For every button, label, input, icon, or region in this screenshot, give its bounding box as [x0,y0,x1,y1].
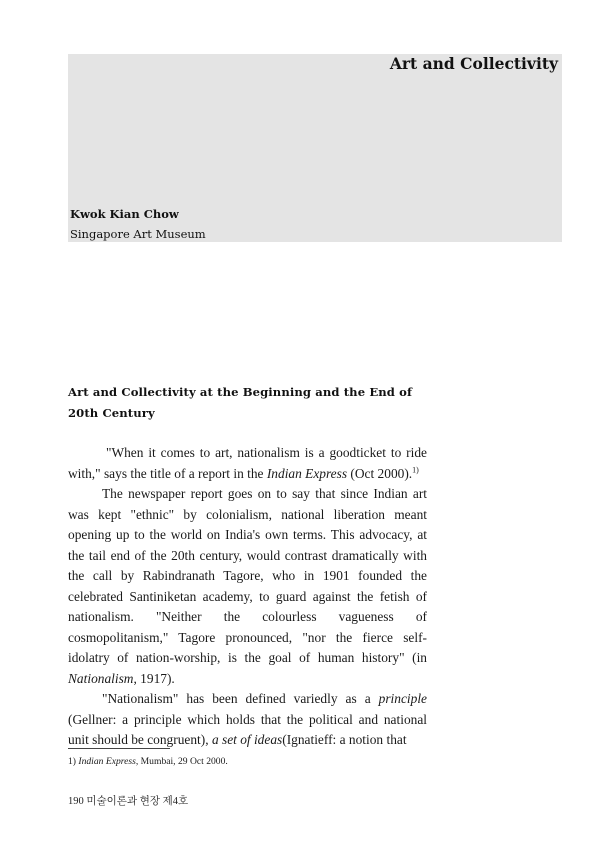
footnote-divider [68,748,170,749]
body-text [68,443,427,751]
footnote-ref[interactable]: 1) [412,465,419,475]
paragraph-1: "When it comes to art, nationalism is a goodticket to ride with," says the title of a report in the Indian Express (Oct 2000).$^{1)}$ [68,445,427,481]
paragraph-2: The newspaper report goes on to say that since Indian art was kept "ethnic" by colonialism, national liberation meant opening up to the world on India's own terms. This advocacy, at the tail end of the 20th century, would contrast dramatically with the call by Rabindranath Tagore, who in 1901 founded the celebrated Santiniketan academy, to guard against the fetish of nationalism. "Neither the colourless vagueness of cosmopolitanism," Tagore pronounced, "nor the fierce self-idolatry of nation-worship, is the goal of human history" (in Nationalism, 1917). [68,486,427,686]
article-title: Art and Collectivity [389,54,558,73]
page-footer: 190 미술이론과 현장 제4호 [68,796,189,807]
footnote: 1) Indian Express, Mumbai, 29 Oct 2000. [68,756,228,767]
author-affiliation: Singapore Art Museum [70,227,206,241]
paragraph-3: "Nationalism" has been defined variedly as a principle (Gellner: a principle which holds that the political and national unit should be congruent), a set of ideas(Ignatieff: a notion that [68,691,427,747]
title-banner [68,54,562,242]
author-name: Kwok Kian Chow [70,207,179,221]
section-heading: Art and Collectivity at the Beginning and the End of 20th Century [68,385,413,420]
